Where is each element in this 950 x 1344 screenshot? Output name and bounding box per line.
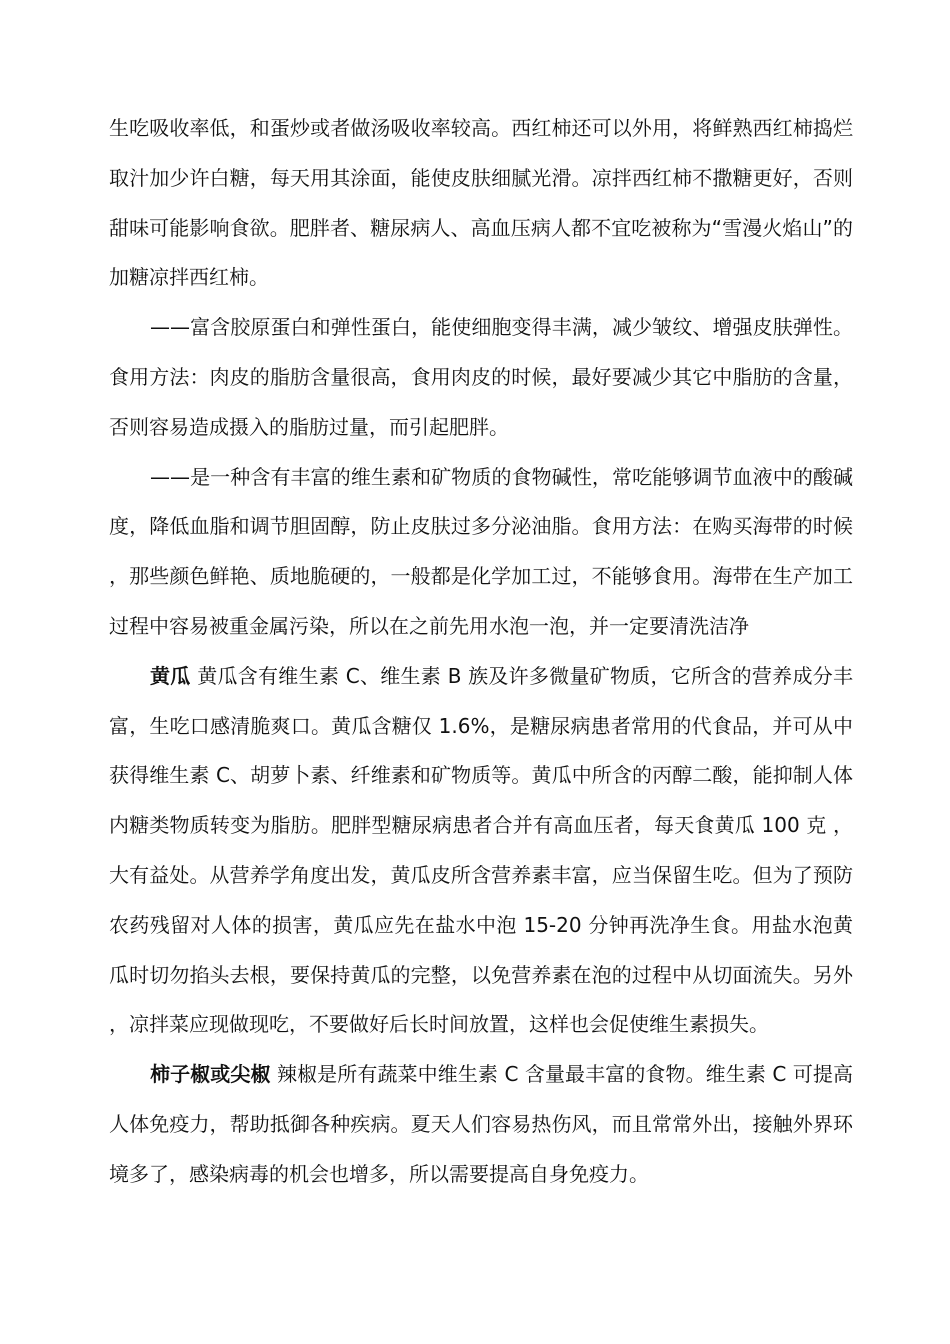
paragraph-heading: 柿子椒或尖椒: [150, 1062, 271, 1087]
paragraph-heading: 黄瓜: [150, 663, 191, 688]
paragraph-text: ——富含胶原蛋白和弹性蛋白，能使细胞变得丰满，减少皱纹、增强皮肤弹性。食用方法：肉皮的脂肪含量很高，食用肉皮的时候，最好要减少其它中脂肪的含量，否则容易造成摄入的脂肪过量，而引起肥胖。: [109, 315, 853, 439]
paragraph-text: 辣椒是所有蔬菜中维生素 C 含量最丰富的食物。维生素 C 可提高人体免疫力，帮助抵御各种疾病。夏天人们容易热伤风，而且常常外出，接触外界环境多了，感染病毒的机会也增多，所以需要提高自身免疫力。: [109, 1062, 853, 1186]
document-body: [109, 104, 853, 1200]
paragraph-cucumber: [109, 652, 853, 1050]
paragraph-text: 生吃吸收率低，和蛋炒或者做汤吸收率较高。西红柿还可以外用，将鲜熟西红柿捣烂取汁加少许白糖，每天用其涂面，能使皮肤细腻光滑。凉拌西红柿不撒糖更好，否则甜味可能影响食欲。肥胖者、糖尿病人、高血压病人都不宜吃被称为“雪漫火焰山”的加糖凉拌西红柿。: [109, 116, 853, 290]
paragraph-pepper: [109, 1050, 853, 1199]
paragraph-pork-skin: [109, 303, 853, 452]
paragraph-text: ——是一种含有丰富的维生素和矿物质的食物碱性，常吃能够调节血液中的酸碱度，降低血脂和调节胆固醇，防止皮肤过多分泌油脂。食用方法：在购买海带的时候，那些颜色鲜艳、质地脆硬的，一般都是化学加工过，不能够食用。海带在生产加工过程中容易被重金属污染，所以在之前先用水泡一泡，并一定要清洗洁净: [109, 464, 853, 638]
paragraph-tomato-continued: [109, 104, 853, 303]
paragraph-text: 黄瓜含有维生素 C、维生素 B 族及许多微量矿物质，它所含的营养成分丰富，生吃口感清脆爽口。黄瓜含糖仅 1.6%，是糖尿病患者常用的代食品，并可从中获得维生素 C、胡萝卜素、纤维素和矿物质等。黄瓜中所含的丙醇二酸，能抑制人体内糖类物质转变为脂肪。肥胖型糖尿病患者合并有高血压者，每天食黄瓜 100 克 ，大有益处。从营养学角度出发，黄瓜皮所含营养素丰富，应当保留生吃。但为了预防农药残留对人体的损害，黄瓜应先在盐水中泡 15-20 分钟再洗净生食。用盐水泡黄瓜时切勿掐头去根，要保持黄瓜的完整，以免营养素在泡的过程中从切面流失。另外，凉拌菜应现做现吃，不要做好后长时间放置，这样也会促使维生素损失。: [109, 663, 854, 1037]
paragraph-kelp: [109, 453, 853, 652]
